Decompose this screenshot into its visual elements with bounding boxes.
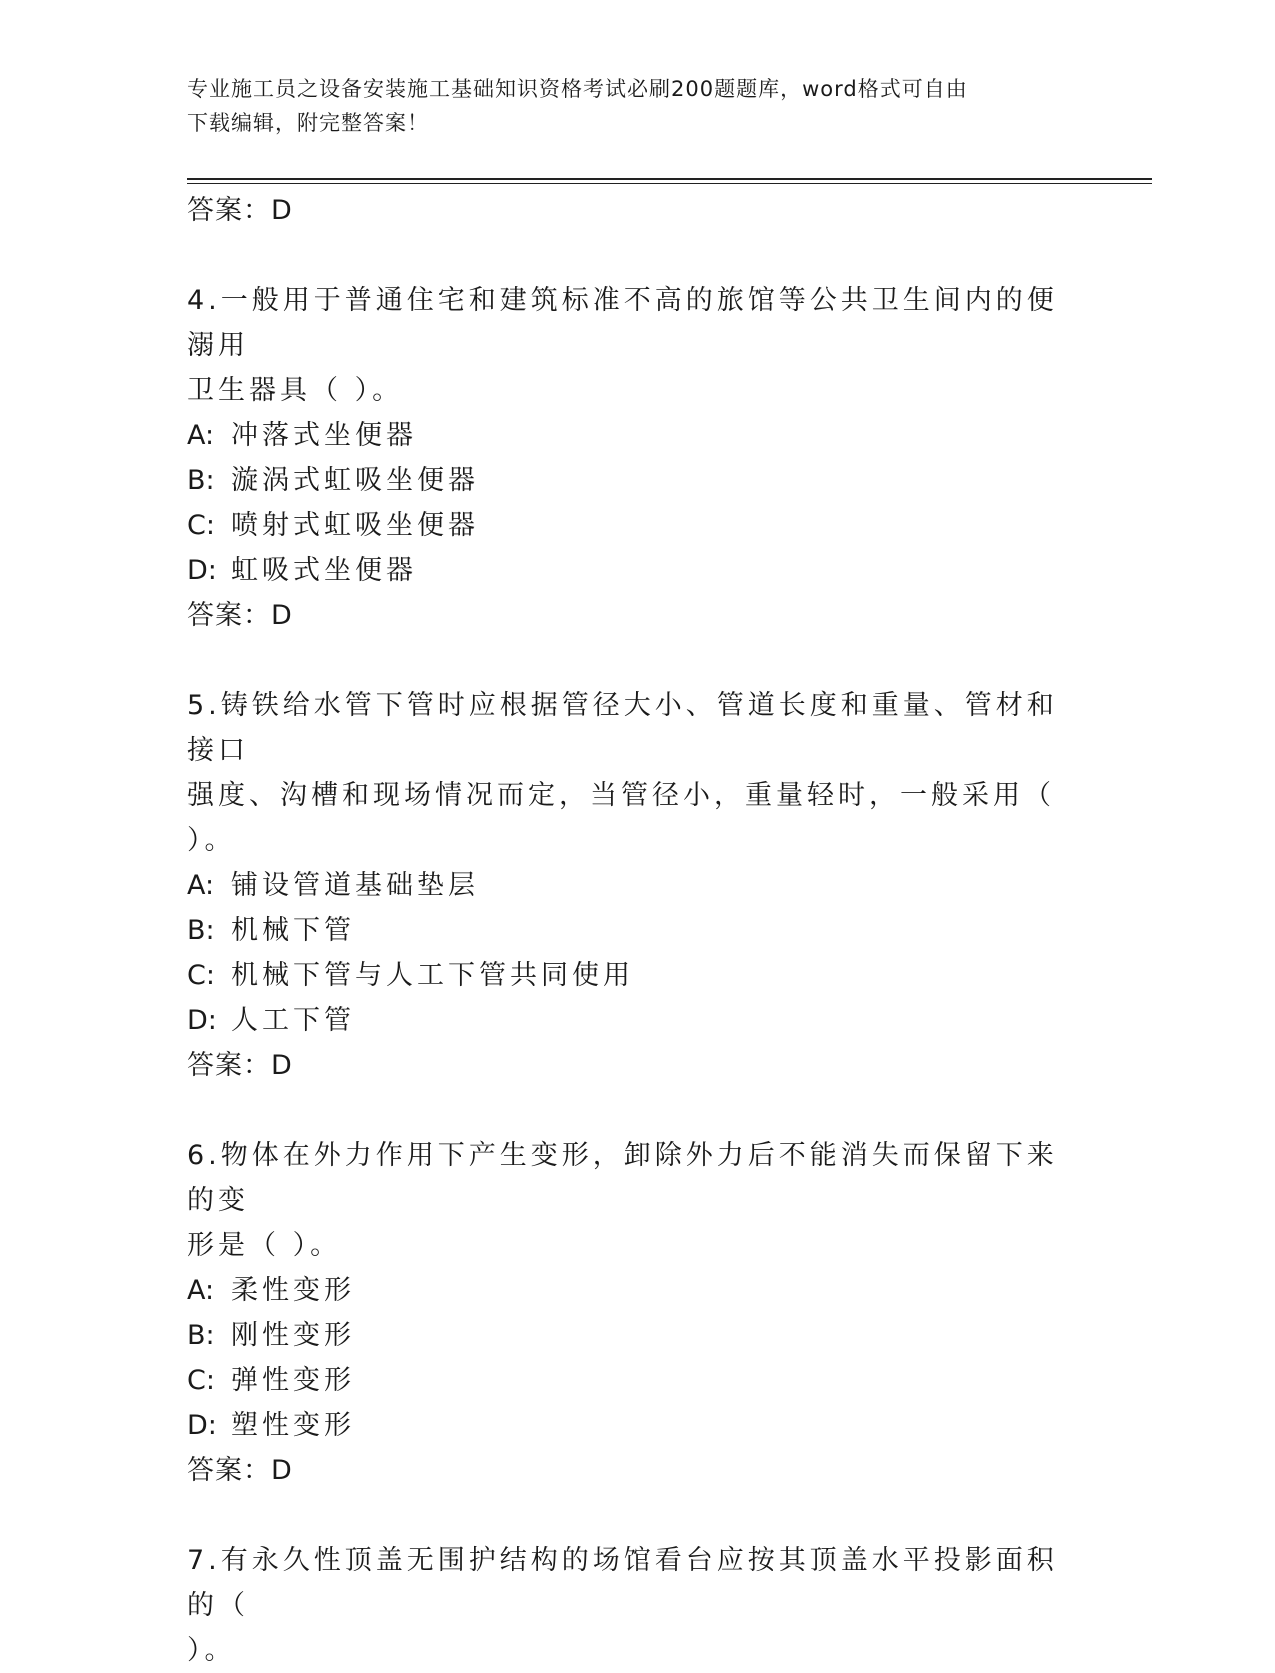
header-line-2: 下载编辑，附完整答案！ — [187, 111, 429, 135]
option-text: 弹性变形 — [231, 1365, 355, 1396]
question-text: 5.铸铁给水管下管时应根据管径大小、管道长度和重量、管材和接口 — [187, 690, 1058, 766]
option-c — [187, 503, 1067, 548]
option-a — [187, 1268, 1067, 1313]
answer-line: 答案：D — [187, 600, 293, 631]
question-text: ）。 — [187, 1635, 236, 1666]
answer-line: 答案：D — [187, 1455, 293, 1486]
option-label: D: — [187, 1005, 217, 1036]
option-d — [187, 998, 1067, 1043]
question-block — [187, 1133, 1067, 1493]
option-text: 塑性变形 — [231, 1410, 355, 1441]
option-text: 漩涡式虹吸坐便器 — [231, 465, 479, 496]
option-label: B: — [187, 465, 215, 496]
option-text: 喷射式虹吸坐便器 — [231, 510, 479, 541]
spacer — [187, 233, 1067, 278]
document-header — [187, 72, 1067, 140]
option-text: 刚性变形 — [231, 1320, 355, 1351]
option-text: 机械下管与人工下管共同使用 — [231, 960, 634, 991]
option-label: D: — [187, 1410, 217, 1441]
option-label: B: — [187, 915, 215, 946]
option-b — [187, 908, 1067, 953]
option-text: 柔性变形 — [231, 1275, 355, 1306]
option-c — [187, 953, 1067, 998]
question-text: 形是（ ）。 — [187, 1230, 342, 1261]
option-a — [187, 863, 1067, 908]
header-divider-thin — [187, 183, 1152, 184]
header-divider-thick — [187, 178, 1152, 180]
question-text: 强度、沟槽和现场情况而定，当管径小，重量轻时，一般采用（ ）。 — [187, 780, 1055, 856]
option-a — [187, 413, 1067, 458]
question-text: 6.物体在外力作用下产生变形，卸除外力后不能消失而保留下来的变 — [187, 1140, 1058, 1216]
option-d — [187, 1403, 1067, 1448]
option-c — [187, 1358, 1067, 1403]
header-line-1: 专业施工员之设备安装施工基础知识资格考试必刷200题题库，word格式可自由 — [187, 77, 968, 101]
option-label: C: — [187, 960, 215, 991]
option-label: B: — [187, 1320, 215, 1351]
option-text: 人工下管 — [231, 1005, 355, 1036]
spacer — [187, 1493, 1067, 1538]
spacer — [187, 638, 1067, 683]
option-d — [187, 548, 1067, 593]
option-label: A: — [187, 1275, 215, 1306]
option-text: 铺设管道基础垫层 — [231, 870, 479, 901]
spacer — [187, 1088, 1067, 1133]
question-block — [187, 1538, 1067, 1673]
question-block — [187, 278, 1067, 638]
question-text: 4.一般用于普通住宅和建筑标准不高的旅馆等公共卫生间内的便溺用 — [187, 285, 1058, 361]
option-label: C: — [187, 510, 215, 541]
option-label: A: — [187, 870, 215, 901]
question-text: 7.有永久性顶盖无围护结构的场馆看台应按其顶盖水平投影面积的（ — [187, 1545, 1058, 1621]
question-list — [187, 188, 1067, 1673]
option-label: D: — [187, 555, 217, 586]
option-text: 虹吸式坐便器 — [231, 555, 417, 586]
option-label: C: — [187, 1365, 215, 1396]
option-b — [187, 1313, 1067, 1358]
question-block — [187, 683, 1067, 1088]
option-text: 冲落式坐便器 — [231, 420, 417, 451]
question-text: 卫生器具（ ）。 — [187, 375, 404, 406]
option-text: 机械下管 — [231, 915, 355, 946]
answer-line: 答案：D — [187, 1050, 293, 1081]
option-b — [187, 458, 1067, 503]
answer-line: 答案：D — [187, 195, 293, 226]
option-label: A: — [187, 420, 215, 451]
